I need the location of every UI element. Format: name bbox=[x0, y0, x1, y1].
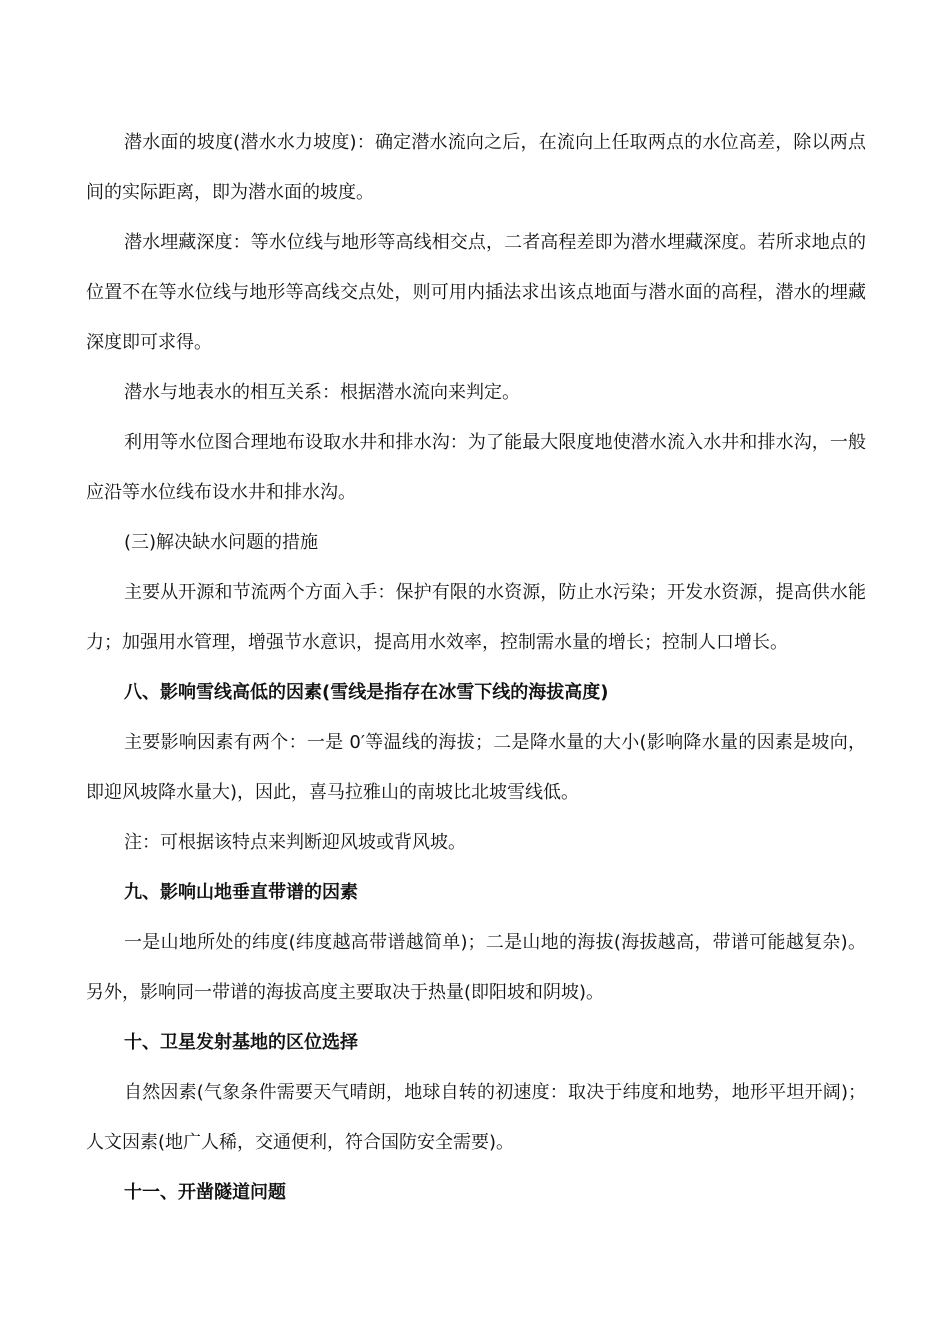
heading-tunnel: 十一、开凿隧道问题 bbox=[124, 1182, 286, 1203]
paragraph-vertical-zonation-factors: 一是山地所处的纬度(纬度越高带谱越简单)；二是山地的海拔(海拔越高，带谱可能越复杂)。另外，影响同一带谱的海拔高度主要取决于热量(即阳坡和阴坡)。 bbox=[86, 932, 866, 1003]
heading-launch-site: 十、卫星发射基地的区位选择 bbox=[124, 1032, 358, 1053]
paragraph-launch-site-factors: 自然因素(气象条件需要天气晴朗，地球自转的初速度：取决于纬度和地势，地形平坦开阔)；人文因素(地广人稀，交通便利，符合国防安全需要)。 bbox=[86, 1082, 866, 1153]
paragraph-water-shortage-title: (三)解决缺水问题的措施 bbox=[124, 532, 319, 553]
paragraph-water-table-depth: 潜水埋藏深度：等水位线与地形等高线相交点，二者高程差即为潜水埋藏深度。若所求地点的位置不在等水位线与地形等高线交点处，则可用内插法求出该点地面与潜水面的高程，潜水的埋藏深度即可求得。 bbox=[86, 232, 866, 353]
paragraph-snow-line-note: 注：可根据该特点来判断迎风坡或背风坡。 bbox=[124, 832, 466, 853]
document-page bbox=[86, 118, 866, 1218]
paragraph-snow-line-factors: 主要影响因素有两个：一是 0′等温线的海拔；二是降水量的大小(影响降水量的因素是坡向，即迎风坡降水量大)，因此，喜马拉雅山的南坡比北坡雪线低。 bbox=[86, 732, 866, 803]
heading-vertical-zonation: 九、影响山地垂直带谱的因素 bbox=[124, 882, 358, 903]
heading-snow-line: 八、影响雪线高低的因素(雪线是指存在冰雪下线的海拔高度) bbox=[124, 682, 609, 703]
paragraph-water-table-slope: 潜水面的坡度(潜水水力坡度)：确定潜水流向之后，在流向上任取两点的水位高差，除以两点间的实际距离，即为潜水面的坡度。 bbox=[86, 132, 866, 203]
paragraph-well-layout: 利用等水位图合理地布设取水井和排水沟：为了能最大限度地使潜水流入水井和排水沟，一般应沿等水位线布设水井和排水沟。 bbox=[86, 432, 866, 503]
paragraph-surface-water-relation: 潜水与地表水的相互关系：根据潜水流向来判定。 bbox=[124, 382, 520, 403]
paragraph-water-shortage-measures: 主要从开源和节流两个方面入手：保护有限的水资源，防止水污染；开发水资源，提高供水能力；加强用水管理，增强节水意识，提高用水效率，控制需水量的增长；控制人口增长。 bbox=[86, 582, 866, 653]
